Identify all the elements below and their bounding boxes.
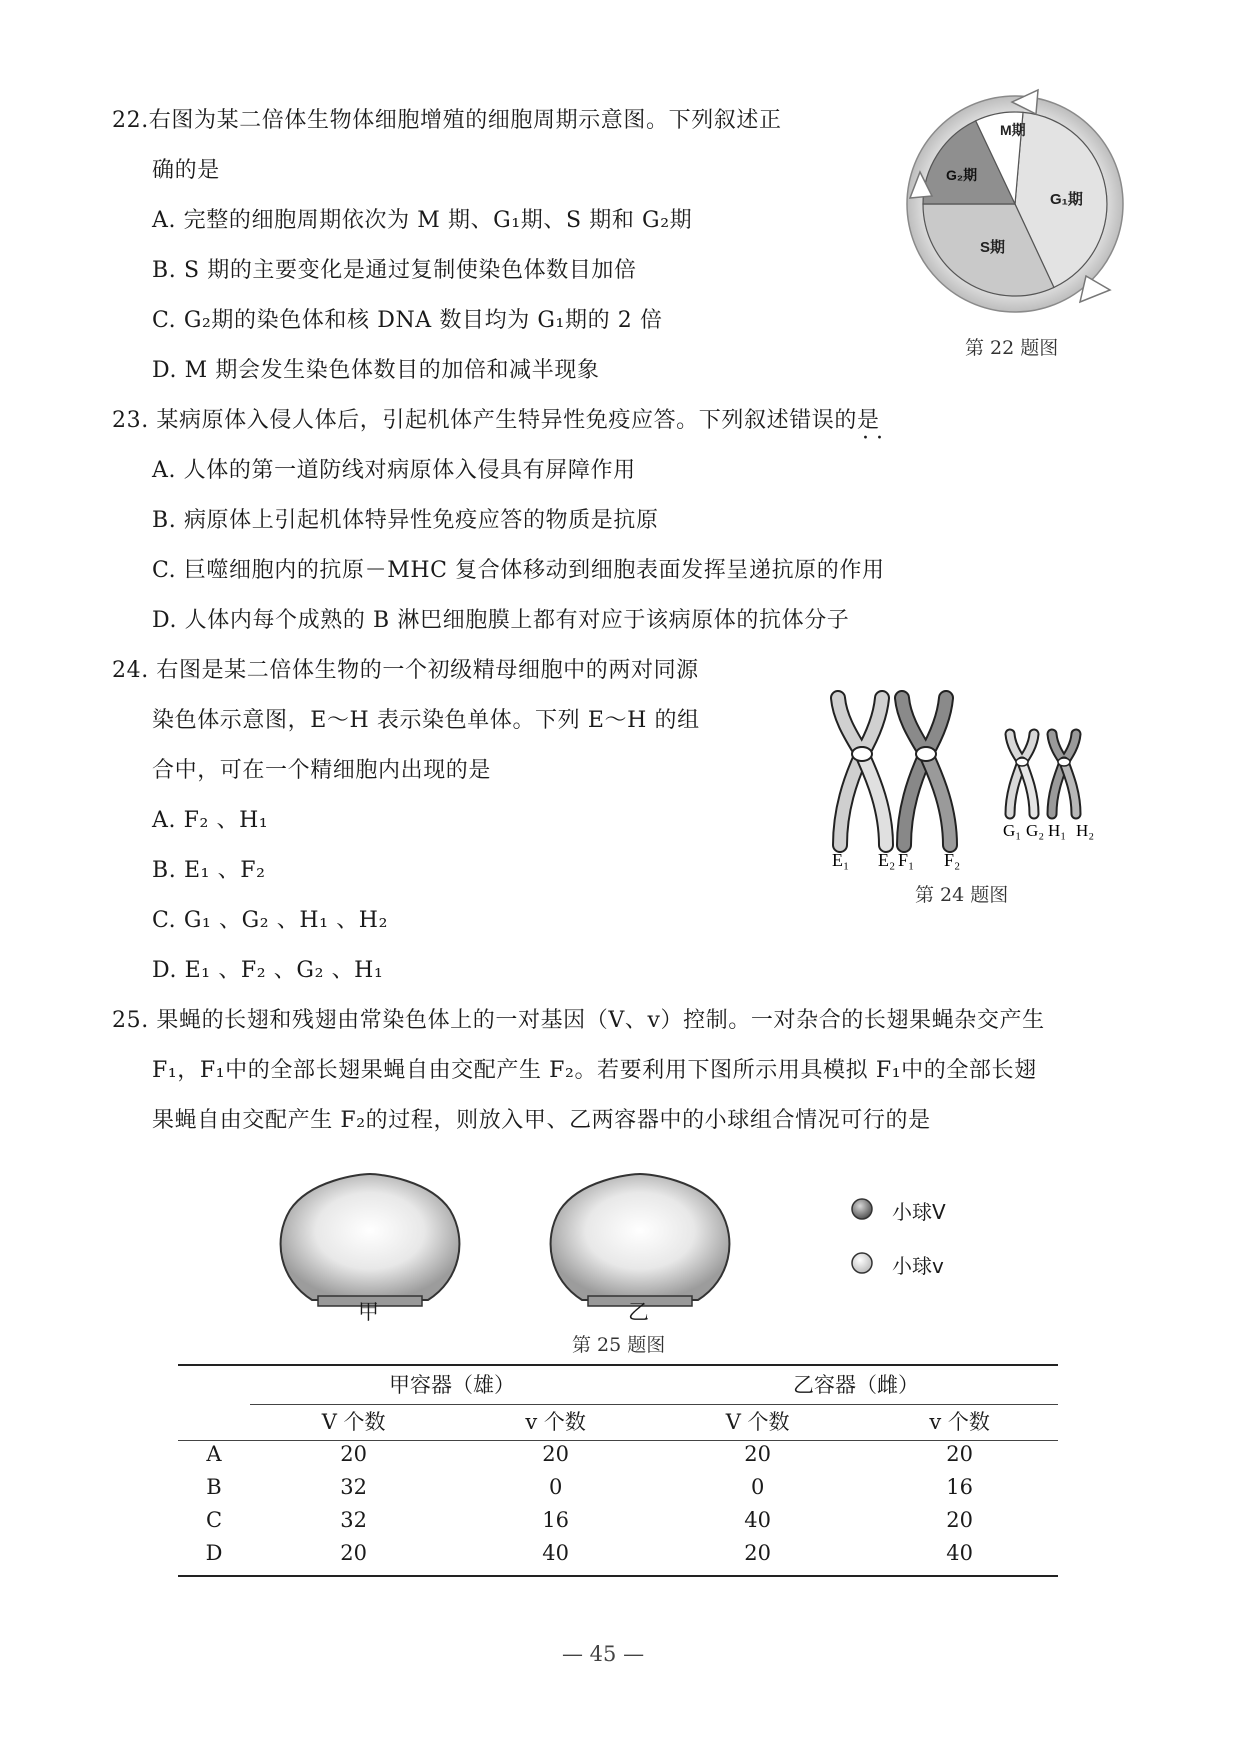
cycle-arrow-bottom-icon	[1080, 276, 1110, 302]
table-row	[178, 1470, 1058, 1503]
q24-stem-line2: 染色体示意图，E～H 表示染色单体。下列 E～H 的组	[152, 708, 700, 733]
table-row	[178, 1536, 1058, 1569]
table-cell: 20	[946, 1507, 973, 1532]
row-label: D	[205, 1540, 223, 1565]
centromere-e	[852, 747, 872, 761]
container-jia	[281, 1174, 460, 1300]
label-h1: H₁	[1048, 821, 1067, 840]
q24-stem-line3: 合中，可在一个精细胞内出现的是	[152, 758, 492, 783]
label-h2: H₂	[1076, 821, 1095, 840]
chromatid-e2	[862, 754, 886, 845]
table-group-jia: 甲容器（雄）	[388, 1373, 515, 1397]
table-cell: 40	[946, 1540, 973, 1565]
table-cell: 20	[744, 1441, 771, 1466]
q22-option-d: D. M 期会发生染色体数目的加倍和减半现象	[152, 358, 600, 383]
label-f1: F₁	[898, 850, 915, 870]
centromere-f	[916, 747, 936, 761]
row-label: A	[206, 1441, 222, 1466]
q25-stem-line1: 25. 果蝇的长翅和残翅由常染色体上的一对基因（V、v）控制。一对杂合的长翅果蝇杂交产生	[112, 1008, 1045, 1033]
q25-stem-line2: F₁，F₁中的全部长翅果蝇自由交配产生 F₂。若要利用下图所示用具模拟 F₁中的全部长翅	[152, 1058, 1037, 1083]
table-cell: 20	[946, 1441, 973, 1466]
q24-option-d: D. E₁ 、F₂ 、G₂ 、H₁	[152, 958, 384, 983]
table-cell: 0	[750, 1474, 765, 1499]
q23-stem: 23. 某病原体入侵人体后，引起机体产生特异性免疫应答。下列叙述错误的是	[112, 408, 880, 433]
chromatid-e1	[840, 754, 862, 845]
q22-figure-caption: 第 22 题图	[965, 337, 1059, 359]
answer-table	[178, 1364, 1058, 1569]
table-row	[178, 1503, 1058, 1536]
q24-stem-line1: 24. 右图是某二倍体生物的一个初级精母细胞中的两对同源	[112, 658, 699, 683]
q22-option-c: C. G₂期的染色体和核 DNA 数目均为 G₁期的 2 倍	[152, 308, 663, 333]
table-cell: 20	[340, 1540, 368, 1565]
table-cell: 20	[542, 1441, 569, 1466]
q22-stem-line1: 22.右图为某二倍体生物体细胞增殖的细胞周期示意图。下列叙述正	[112, 108, 782, 133]
table-group-yi: 乙容器（雌）	[792, 1373, 919, 1397]
row-label: B	[206, 1474, 222, 1499]
centromere-h	[1058, 758, 1070, 766]
table-cell: 20	[744, 1540, 771, 1565]
table-cell: 0	[548, 1474, 563, 1499]
label-g2: G₂	[1026, 821, 1045, 840]
table-subheader: v 个数	[525, 1409, 586, 1434]
q24-option-a: A. F₂ 、H₁	[152, 808, 269, 833]
q22-option-a: A. 完整的细胞周期依次为 M 期、G₁期、S 期和 G₂期	[152, 208, 693, 233]
q23-option-d: D. 人体内每个成熟的 B 淋巴细胞膜上都有对应于该病原体的抗体分子	[152, 608, 850, 633]
q23-emphasis-marks: · ·	[862, 426, 883, 451]
centromere-g	[1016, 758, 1028, 766]
ball-small-v-icon	[852, 1253, 872, 1273]
cell-cycle-diagram	[890, 80, 1150, 340]
label-g2-phase: G₂期	[946, 167, 978, 183]
row-label: C	[205, 1507, 223, 1532]
q25-stem-line3: 果蝇自由交配产生 F₂的过程，则放入甲、乙两容器中的小球组合情况可行的是	[152, 1108, 931, 1133]
legend-big-v: 小球V	[892, 1200, 946, 1224]
legend-small-v: 小球v	[892, 1254, 944, 1278]
label-s-phase: S期	[980, 239, 1006, 256]
table-bottom-rule	[178, 1575, 1058, 1577]
label-e2: E₂	[878, 850, 896, 870]
chromosome-diagram	[820, 690, 1140, 870]
table-cell: 20	[340, 1441, 368, 1466]
table-cell: 32	[340, 1507, 368, 1532]
label-g1: G₁	[1003, 821, 1022, 840]
container-yi-label: 乙	[628, 1300, 649, 1324]
table-subheader: V 个数	[321, 1409, 386, 1434]
q24-option-c: C. G₁ 、G₂ 、H₁ 、H₂	[152, 908, 389, 933]
q22-option-b: B. S 期的主要变化是通过复制使染色体数目加倍	[152, 258, 637, 283]
container-yi	[551, 1174, 730, 1300]
table-cell: 40	[744, 1507, 771, 1532]
table-cell: 16	[542, 1507, 569, 1532]
page-number: — 45 —	[562, 1642, 645, 1666]
table-cell: 40	[542, 1540, 569, 1565]
label-m-phase: M期	[1000, 122, 1026, 138]
q24-figure-caption: 第 24 题图	[915, 884, 1009, 906]
q23-option-a: A. 人体的第一道防线对病原体入侵具有屏障作用	[152, 458, 636, 483]
label-e1: E₁	[832, 850, 850, 870]
chromatid-f1	[904, 754, 926, 845]
label-g1-phase: G₁期	[1050, 191, 1083, 208]
table-cell: 32	[340, 1474, 368, 1499]
table-cell: 16	[946, 1474, 973, 1499]
chromatid-f2	[926, 754, 950, 845]
table-row	[178, 1437, 1058, 1470]
q25-figure-caption: 第 25 题图	[572, 1334, 666, 1356]
label-f2: F₂	[944, 850, 961, 870]
table-subheader: V 个数	[725, 1409, 790, 1434]
chromatid-g2	[1022, 762, 1034, 814]
q23-option-b: B. 病原体上引起机体特异性免疫应答的物质是抗原	[152, 508, 659, 533]
q23-option-c: C. 巨噬细胞内的抗原－MHC 复合体移动到细胞表面发挥呈递抗原的作用	[152, 558, 885, 583]
chromatid-h2	[1064, 762, 1076, 814]
table-subheader: v 个数	[929, 1409, 990, 1434]
q24-option-b: B. E₁ 、F₂	[152, 858, 266, 883]
container-jia-label: 甲	[358, 1300, 379, 1324]
q22-stem-line2: 确的是	[152, 158, 220, 183]
ball-big-v-icon	[852, 1199, 872, 1219]
